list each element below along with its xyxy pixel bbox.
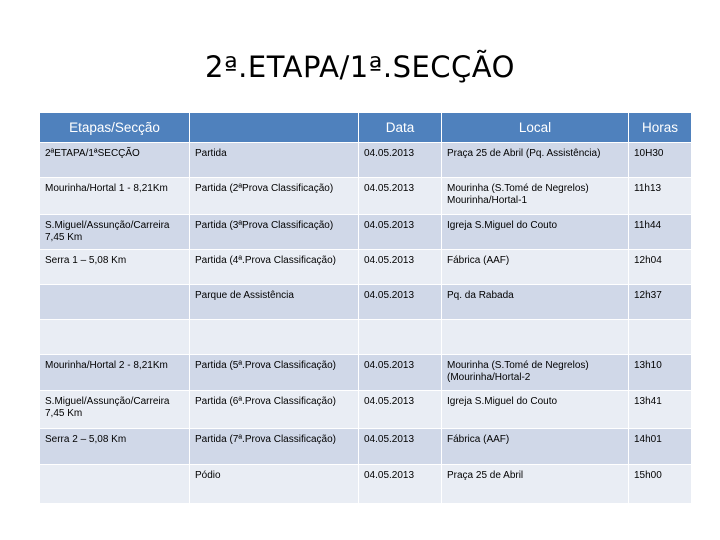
cell-local: Fábrica (AAF): [442, 429, 629, 465]
table-row: [40, 429, 692, 465]
cell-horas: 12h37: [629, 285, 692, 320]
cell-horas: 15h00: [629, 465, 692, 504]
table-row: [40, 285, 692, 320]
cell-local: Fábrica (AAF): [442, 250, 629, 285]
table-row: [40, 250, 692, 285]
cell-local: Igreja S.Miguel do Couto: [442, 391, 629, 429]
cell-evento: Partida (7ª.Prova Classificação): [190, 429, 359, 465]
cell-etapa: S.Miguel/Assunção/Carreira 7,45 Km: [40, 215, 190, 250]
cell-etapa: 2ªETAPA/1ªSECÇÃO: [40, 143, 190, 178]
cell-etapa: [40, 285, 190, 320]
cell-evento: Partida (5ª.Prova Classificação): [190, 355, 359, 391]
cell-data: [359, 320, 442, 355]
cell-evento: Partida: [190, 143, 359, 178]
cell-data: 04.05.2013: [359, 178, 442, 215]
cell-data: 04.05.2013: [359, 250, 442, 285]
cell-horas: 13h41: [629, 391, 692, 429]
cell-evento: [190, 320, 359, 355]
cell-evento: Pódio: [190, 465, 359, 504]
cell-etapa: Mourinha/Hortal 1 - 8,21Km: [40, 178, 190, 215]
cell-horas: 12h04: [629, 250, 692, 285]
cell-data: 04.05.2013: [359, 429, 442, 465]
table-row: [40, 143, 692, 178]
cell-horas: 11h44: [629, 215, 692, 250]
cell-etapa: Mourinha/Hortal 2 - 8,21Km: [40, 355, 190, 391]
table-row: [40, 465, 692, 504]
table-row: [40, 320, 692, 355]
cell-evento: Partida (6ª.Prova Classificação): [190, 391, 359, 429]
header-horas: Horas: [629, 113, 692, 143]
cell-evento: Partida (3ªProva Classificação): [190, 215, 359, 250]
schedule-table: [39, 112, 692, 504]
header-etapas: Etapas/Secção: [40, 113, 190, 143]
header-blank: [190, 113, 359, 143]
cell-horas: 13h10: [629, 355, 692, 391]
table-row: [40, 355, 692, 391]
cell-etapa: [40, 465, 190, 504]
cell-etapa: S.Miguel/Assunção/Carreira 7,45 Km: [40, 391, 190, 429]
cell-evento: Parque de Assistência: [190, 285, 359, 320]
cell-etapa: Serra 2 – 5,08 Km: [40, 429, 190, 465]
cell-etapa: [40, 320, 190, 355]
cell-horas: 10H30: [629, 143, 692, 178]
cell-horas: [629, 320, 692, 355]
header-data: Data: [359, 113, 442, 143]
table-header-row: [40, 113, 692, 143]
cell-local: [442, 320, 629, 355]
cell-local: Mourinha (S.Tomé de Negrelos) Mourinha/Hortal-1: [442, 178, 629, 215]
cell-local: Mourinha (S.Tomé de Negrelos) (Mourinha/Hortal-2: [442, 355, 629, 391]
table-row: [40, 391, 692, 429]
cell-evento: Partida (2ªProva Classificação): [190, 178, 359, 215]
cell-data: 04.05.2013: [359, 285, 442, 320]
cell-data: 04.05.2013: [359, 143, 442, 178]
cell-data: 04.05.2013: [359, 465, 442, 504]
cell-horas: 14h01: [629, 429, 692, 465]
table-row: [40, 178, 692, 215]
cell-local: Pq. da Rabada: [442, 285, 629, 320]
slide-title: 2ª.ETAPA/1ª.SECÇÃO: [205, 50, 515, 84]
cell-data: 04.05.2013: [359, 355, 442, 391]
header-local: Local: [442, 113, 629, 143]
cell-local: Praça 25 de Abril: [442, 465, 629, 504]
table-row: [40, 215, 692, 250]
cell-data: 04.05.2013: [359, 391, 442, 429]
cell-horas: 11h13: [629, 178, 692, 215]
cell-local: Igreja S.Miguel do Couto: [442, 215, 629, 250]
cell-local: Praça 25 de Abril (Pq. Assistência): [442, 143, 629, 178]
cell-data: 04.05.2013: [359, 215, 442, 250]
cell-etapa: Serra 1 – 5,08 Km: [40, 250, 190, 285]
cell-evento: Partida (4ª.Prova Classificação): [190, 250, 359, 285]
